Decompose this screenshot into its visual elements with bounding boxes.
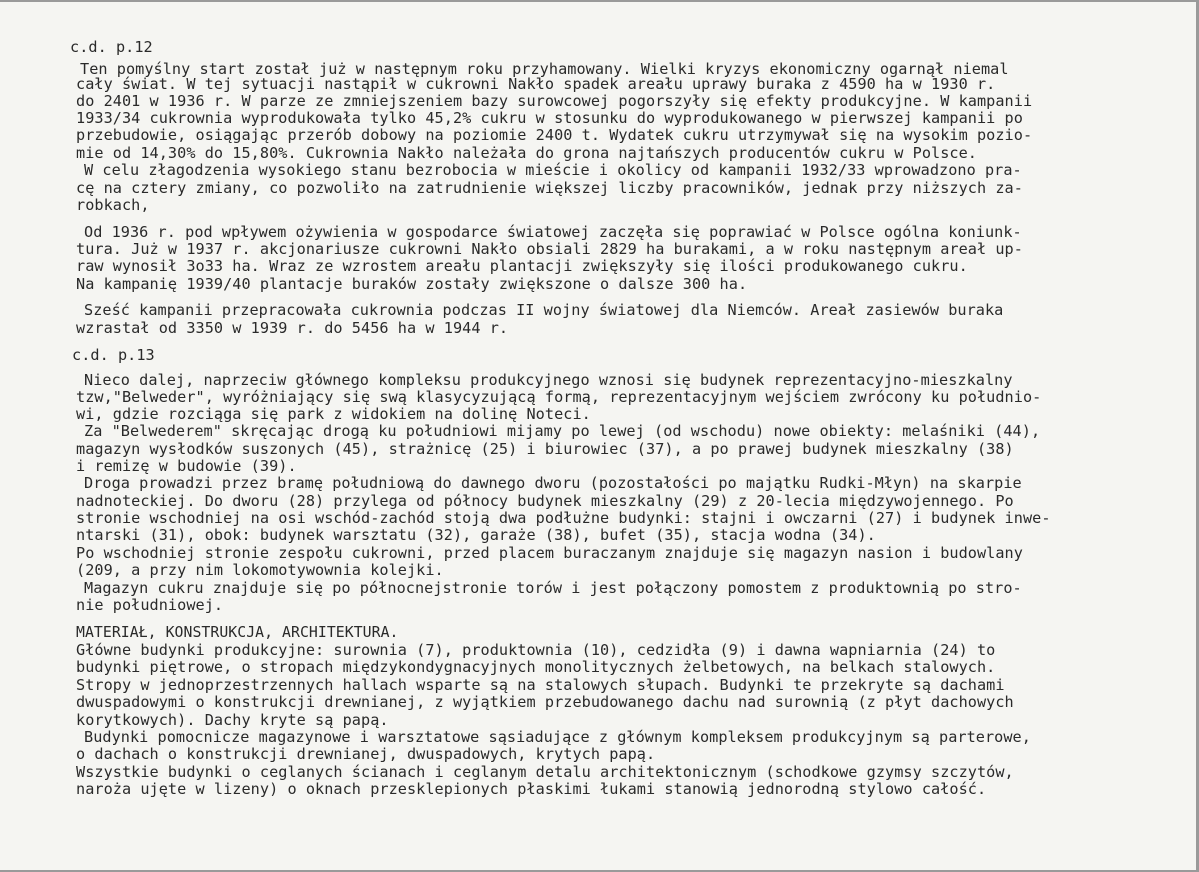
section-heading-materials: MATERIAŁ, KONSTRUKCJA, ARCHITEKTURA. xyxy=(76,624,399,641)
text-line: Nieco dalej, naprzeciw głównego kompleksu produkcyjnego wznosi się budynek reprezentacyjno-mieszkalny xyxy=(84,371,1013,389)
text-line: wzrastał od 3350 w 1939 r. do 5456 ha w 1944 r. xyxy=(76,319,509,337)
text-line: Sześć kampanii przepracowała cukrownia podczas II wojny światowej dla Niemców. Areał zasiewów buraka xyxy=(84,301,1004,319)
text-line: Główne budynki produkcyjne: surownia (7), produktownia (10), cedzidła (9) i dawna wapniarnia (24) to xyxy=(76,641,996,659)
text-line: tzw,"Belweder", wyróżniający się swą klasycyzującą formą, reprezentacyjnym wejściem zwrócony ku południo- xyxy=(76,388,1042,406)
text-line: (209, a przy nim lokomotywownia kolejki. xyxy=(76,561,444,579)
text-line: cały świat. W tej sytuacji nastąpił w cukrowni Nakło spadek areału uprawy buraka z 4590 ha w 1930 r. xyxy=(76,75,996,93)
text-line: korytkowych). Dachy kryte są papą. xyxy=(76,711,389,729)
text-line: tura. Już w 1937 r. akcjonariusze cukrowni Nakło obsiali 2829 ha burakami, a w roku następnym areał up- xyxy=(76,240,1023,258)
text-line: Od 1936 r. pod wpływem ożywienia w gospodarce światowej zaczęła się poprawiać w Polsce ogólna koniunk- xyxy=(84,223,1022,241)
text-line: stronie wschodniej na osi wschód-zachód stoją dwa podłużne budynki: stajni i owczarni (27) i budynek inwe- xyxy=(76,509,1051,527)
text-line: o dachach o konstrukcji drewnianej, dwuspadowych, krytych papą. xyxy=(76,745,656,763)
text-line: przebudowie, osiągając przerób dobowy na poziomie 2400 t. Wydatek cukru utrzymywał się na wysokim pozio- xyxy=(76,126,1033,144)
text-line: W celu złagodzenia wysokiego stanu bezrobocia w mieście i okolicy od kampanii 1932/33 wprowadzono pra- xyxy=(84,161,1022,179)
text-line: magazyn wysłodków suszonych (45), strażnicę (25) i biurowiec (37), a po prawej budynek mieszkalny (38) xyxy=(76,440,1014,458)
text-line: Na kampanię 1939/40 plantacje buraków zostały zwiększone o dalsze 300 ha. xyxy=(76,275,748,293)
text-line: dwuspadowymi o konstrukcji drewnianej, z wyjątkiem przebudowanego dachu nad surownią (z płyt dachowych xyxy=(76,693,1014,711)
text-line: Stropy w jednoprzestrzennych hallach wsparte są na stalowych słupach. Budynki te przekryte są dachami xyxy=(76,676,1005,694)
page-edge-top xyxy=(0,0,1199,2)
text-line: Droga prowadzi przez bramę południową do dawnego dworu (pozostałości po majątku Rudki-Młyn) na skarpie xyxy=(84,474,1022,492)
text-line: raw wynosił 3o33 ha. Wraz ze wzrostem areału plantacji zwiększyły się ilości produkowanego cukru. xyxy=(76,257,968,275)
text-line: Po wschodniej stronie zespołu cukrowni, przed placem buraczanym znajduje się magazyn nasion i budowlany xyxy=(76,544,1023,562)
text-line: naroża ujęte w lizeny) o oknach przesklepionych płaskimi łukami stanowią jednorodną stylowo całość. xyxy=(76,780,987,798)
text-line: robkach, xyxy=(76,196,150,214)
text-line: Wszystkie budynki o ceglanych ścianach i ceglanym detalu architektonicznym (schodkowe gzymsy szczytów, xyxy=(76,763,1014,781)
text-line: Za "Belwederem" skręcając drogą ku południowi mijamy po lewej (od wschodu) nowe obiekty: melaśniki (44), xyxy=(84,422,1041,440)
text-line: mie od 14,30% do 15,80%. Cukrownia Nakło należała do grona najtańszych producentów cukru w Polsce. xyxy=(76,144,977,162)
text-line: Budynki pomocnicze magazynowe i warsztatowe sąsiadujące z głównym kompleksem produkcyjnym są parterowe, xyxy=(84,728,1031,746)
section-heading-p12: c.d. p.12 xyxy=(70,38,153,56)
text-line: budynki piętrowe, o stropach międzykondygnacyjnych monolitycznych żelbetowych, na belkach stalowych. xyxy=(76,658,996,676)
section-heading-p13: c.d. p.13 xyxy=(72,346,155,364)
text-line: cę na cztery zmiany, co pozwoliło na zatrudnienie większej liczby pracowników, jednak przy niższych za- xyxy=(76,179,1023,197)
text-line: 1933/34 cukrownia wyprodukowała tylko 45,2% cukru w stosunku do wyprodukowanego w pierwszej kampanii po xyxy=(76,109,1023,127)
text-line: i remizę w budowie (39). xyxy=(76,457,297,475)
text-line: Ten pomyślny start został już w następnym roku przyhamowany. Wielki kryzys ekonomiczny ogarnął niemal xyxy=(80,60,1009,78)
text-line: wi, gdzie rozciąga się park z widokiem na dolinę Noteci. xyxy=(76,405,591,423)
text-line: ntarski (31), obok: budynek warsztatu (32), garaże (38), bufet (35), stacja wodna (34). xyxy=(76,526,876,544)
text-line: nadnoteckiej. Do dworu (28) przylega od północy budynek mieszkalny (29) z 20-lecia międzywojennego. Po xyxy=(76,492,1014,510)
text-line: nie południowej. xyxy=(76,596,224,614)
text-line: do 2401 w 1936 r. W parze ze zmniejszeniem bazy surowcowej pogorszyły się efekty produkcyjne. W kampanii xyxy=(76,92,1033,110)
text-line: Magazyn cukru znajduje się po północnejstronie torów i jest połączony pomostem z produktownią po stro- xyxy=(84,579,1022,597)
